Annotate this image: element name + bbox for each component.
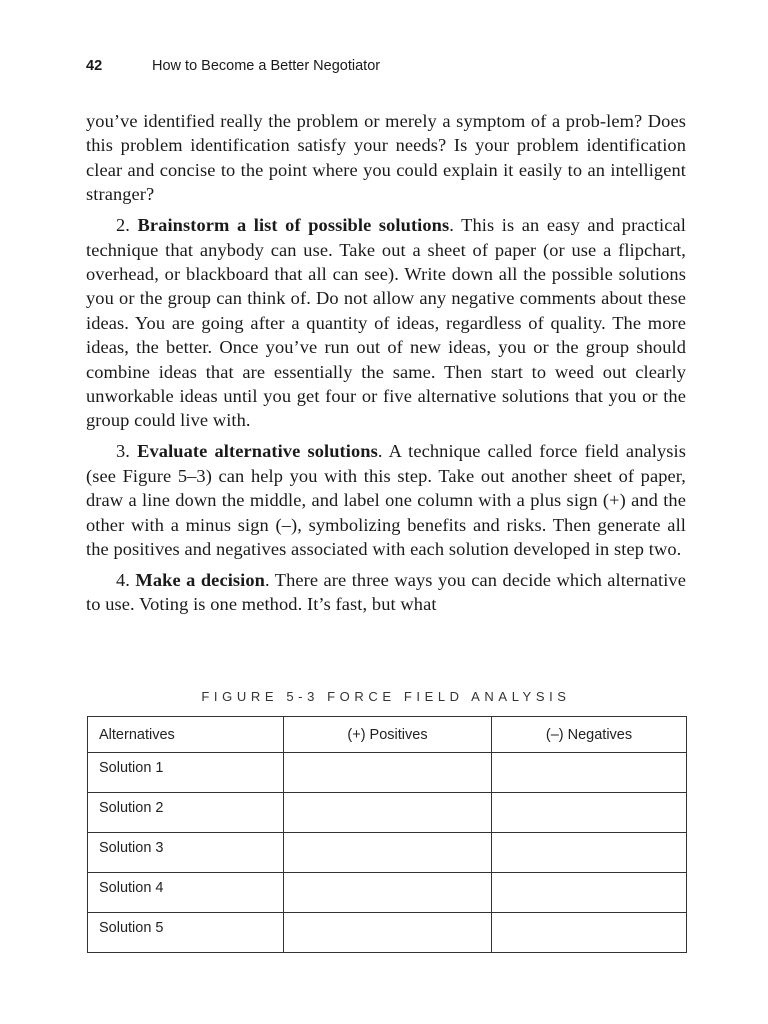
positives-cell: [284, 833, 492, 873]
table-row: [88, 753, 687, 793]
column-header-positives: (+) Positives: [284, 717, 492, 753]
step-heading: Brainstorm a list of possible solutions: [137, 215, 450, 236]
paragraph-step-4: [86, 568, 686, 617]
paragraph-text: . A technique called force field analysis (see Figure 5–3) can help you with this step. Take out another sheet of paper, draw a line down the middle, and label one column with a plus sign (+) and the other with a minus sign (–), symbolizing benefits and risks. Then generate all the positives and negatives associated with each solution developed in step two.: [86, 441, 686, 559]
table-row: [88, 833, 687, 873]
negatives-cell: [492, 753, 687, 793]
table-header-row: [88, 717, 687, 753]
step-number: 4.: [116, 569, 130, 590]
row-label: Solution 4: [88, 873, 284, 913]
paragraph-text: you’ve identified really the problem or merely a symptom of a prob-lem? Does this problem identification satisfy your needs? Is your problem identification clear and concise to the point where you could explain it easily to an intelligent stranger?: [86, 111, 686, 205]
body-text: [86, 109, 686, 623]
page-number: 42: [86, 58, 103, 74]
running-title: How to Become a Better Negotiator: [152, 58, 381, 74]
force-field-analysis-table: [87, 716, 687, 953]
running-header: [86, 58, 686, 80]
step-heading: Make a decision: [135, 569, 265, 590]
negatives-cell: [492, 913, 687, 953]
figure-caption: FIGURE 5-3 FORCE FIELD ANALYSIS: [201, 689, 571, 704]
positives-cell: [284, 873, 492, 913]
column-header-negatives: (–) Negatives: [492, 717, 687, 753]
row-label: Solution 2: [88, 793, 284, 833]
negatives-cell: [492, 833, 687, 873]
positives-cell: [284, 793, 492, 833]
paragraph-continuation: [86, 109, 686, 207]
row-label: Solution 5: [88, 913, 284, 953]
negatives-cell: [492, 793, 687, 833]
row-label: Solution 3: [88, 833, 284, 873]
step-number: 2.: [116, 215, 130, 236]
table-row: [88, 873, 687, 913]
step-heading: Evaluate alternative solutions: [137, 441, 378, 462]
row-label: Solution 1: [88, 753, 284, 793]
paragraph-step-2: [86, 213, 686, 433]
paragraph-step-3: [86, 439, 686, 561]
step-number: 3.: [116, 441, 130, 462]
table-row: [88, 793, 687, 833]
paragraph-text: . There are three ways you can decide which alternative to use. Voting is one method. It’s fast, but what: [86, 569, 686, 615]
negatives-cell: [492, 873, 687, 913]
table-row: [88, 913, 687, 953]
paragraph-text: . This is an easy and practical technique that anybody can use. Take out a sheet of paper (or use a flipchart, overhead, or blackboard that all can see). Write down all the possible solutions you or the group can think of. Do not allow any negative comments about these ideas. You are going after a quantity of ideas, regardless of quality. The more ideas, the better. Once you’ve run out of new ideas, you or the group should combine ideas that are essentially the same. Then start to weed out clearly unworkable ideas until you get four or five alternative solutions that you or the group could live with.: [86, 215, 686, 431]
column-header-alternatives: Alternatives: [88, 717, 284, 753]
positives-cell: [284, 753, 492, 793]
positives-cell: [284, 913, 492, 953]
